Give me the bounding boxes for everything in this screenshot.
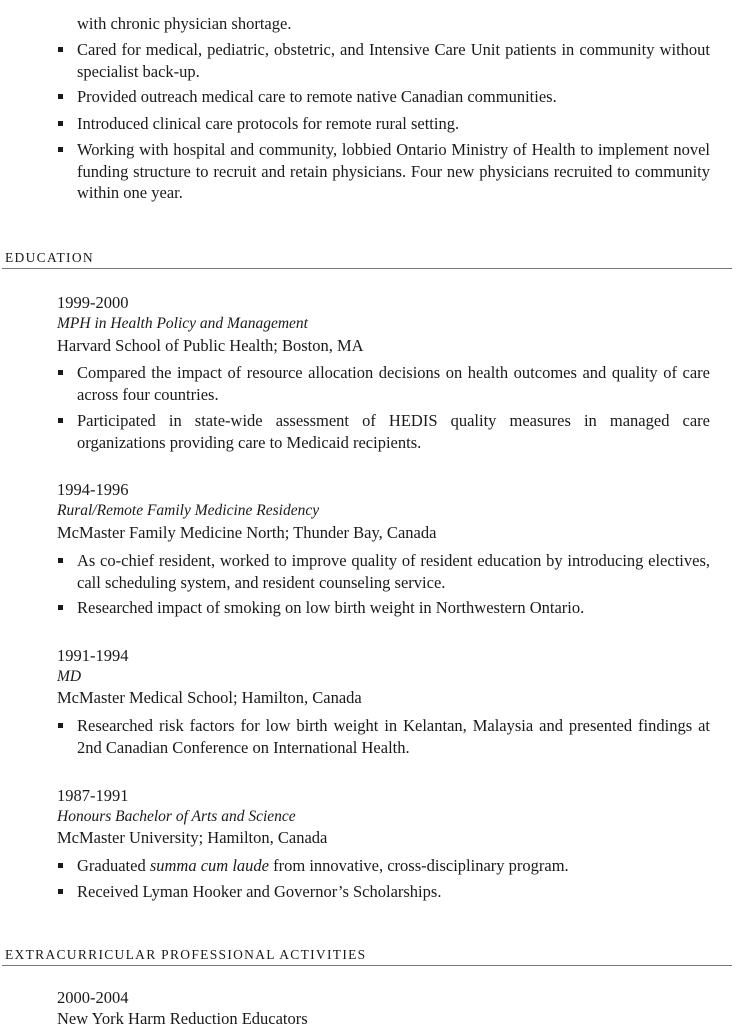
education-degree: MD	[57, 668, 82, 685]
section-heading-extracurricular: EXTRACURRICULAR PROFESSIONAL ACTIVITIES	[5, 947, 367, 962]
activity-organization: New York Harm Reduction Educators	[57, 1009, 308, 1028]
bullet-icon	[58, 723, 63, 728]
education-bullet	[77, 855, 710, 877]
education-dates: 1991-1994	[57, 646, 129, 665]
education-bullet: As co-chief resident, worked to improve quality of resident education by introducing electives, call scheduling system, and resident counseling service.	[77, 551, 710, 592]
section-divider	[2, 965, 732, 966]
bullet-icon	[58, 889, 63, 894]
education-bullet: Participated in state-wide assessment of HEDIS quality measures in managed care organizations providing care to Medicaid recipients.	[77, 411, 710, 452]
bullet-icon	[58, 370, 63, 375]
bullet-icon	[58, 863, 63, 868]
education-bullet: Researched risk factors for low birth weight in Kelantan, Malaysia and presented findings at 2nd Canadian Conference on International Health.	[77, 716, 710, 757]
education-school: Harvard School of Public Health; Boston, MA	[57, 336, 364, 355]
honors-text: summa cum laude	[149, 856, 269, 875]
experience-bullet: Provided outreach medical care to remote native Canadian communities.	[77, 87, 557, 106]
section-divider	[2, 268, 732, 269]
bullet-icon	[58, 47, 63, 52]
bullet-icon	[58, 94, 63, 99]
education-school: McMaster Medical School; Hamilton, Canada	[57, 688, 362, 707]
education-school: McMaster University; Hamilton, Canada	[57, 828, 328, 847]
education-bullet: Received Lyman Hooker and Governor’s Scholarships.	[77, 882, 442, 901]
bullet-text-before: Graduated	[77, 856, 150, 875]
education-dates: 1987-1991	[57, 786, 129, 805]
bullet-icon	[58, 147, 63, 152]
experience-bullet: Introduced clinical care protocols for remote rural setting.	[77, 114, 460, 133]
bullet-icon	[58, 418, 63, 423]
education-degree: Honours Bachelor of Arts and Science	[57, 808, 296, 825]
section-heading-education: EDUCATION	[5, 250, 94, 265]
activity-dates: 2000-2004	[57, 988, 129, 1007]
bullet-icon	[58, 558, 63, 563]
education-dates: 1999-2000	[57, 293, 129, 312]
education-dates: 1994-1996	[57, 480, 129, 499]
experience-bullet: Cared for medical, pediatric, obstetric, and Intensive Care Unit patients in community without specialist back-up.	[77, 40, 710, 81]
bullet-text-after: from innovative, cross-disciplinary program.	[269, 856, 569, 875]
experience-continuation: with chronic physician shortage.	[77, 14, 292, 33]
education-school: McMaster Family Medicine North; Thunder Bay, Canada	[57, 523, 437, 542]
education-degree: MPH in Health Policy and Management	[57, 315, 308, 332]
bullet-icon	[58, 121, 63, 126]
education-bullet: Compared the impact of resource allocation decisions on health outcomes and quality of care across four countries.	[77, 363, 710, 404]
experience-bullet: Working with hospital and community, lobbied Ontario Ministry of Health to implement novel funding structure to recruit and retain physicians. Four new physicians recruited to community within one year.	[77, 140, 710, 202]
bullet-icon	[58, 605, 63, 610]
education-degree: Rural/Remote Family Medicine Residency	[57, 502, 320, 519]
education-bullet: Researched impact of smoking on low birth weight in Northwestern Ontario.	[77, 598, 585, 617]
